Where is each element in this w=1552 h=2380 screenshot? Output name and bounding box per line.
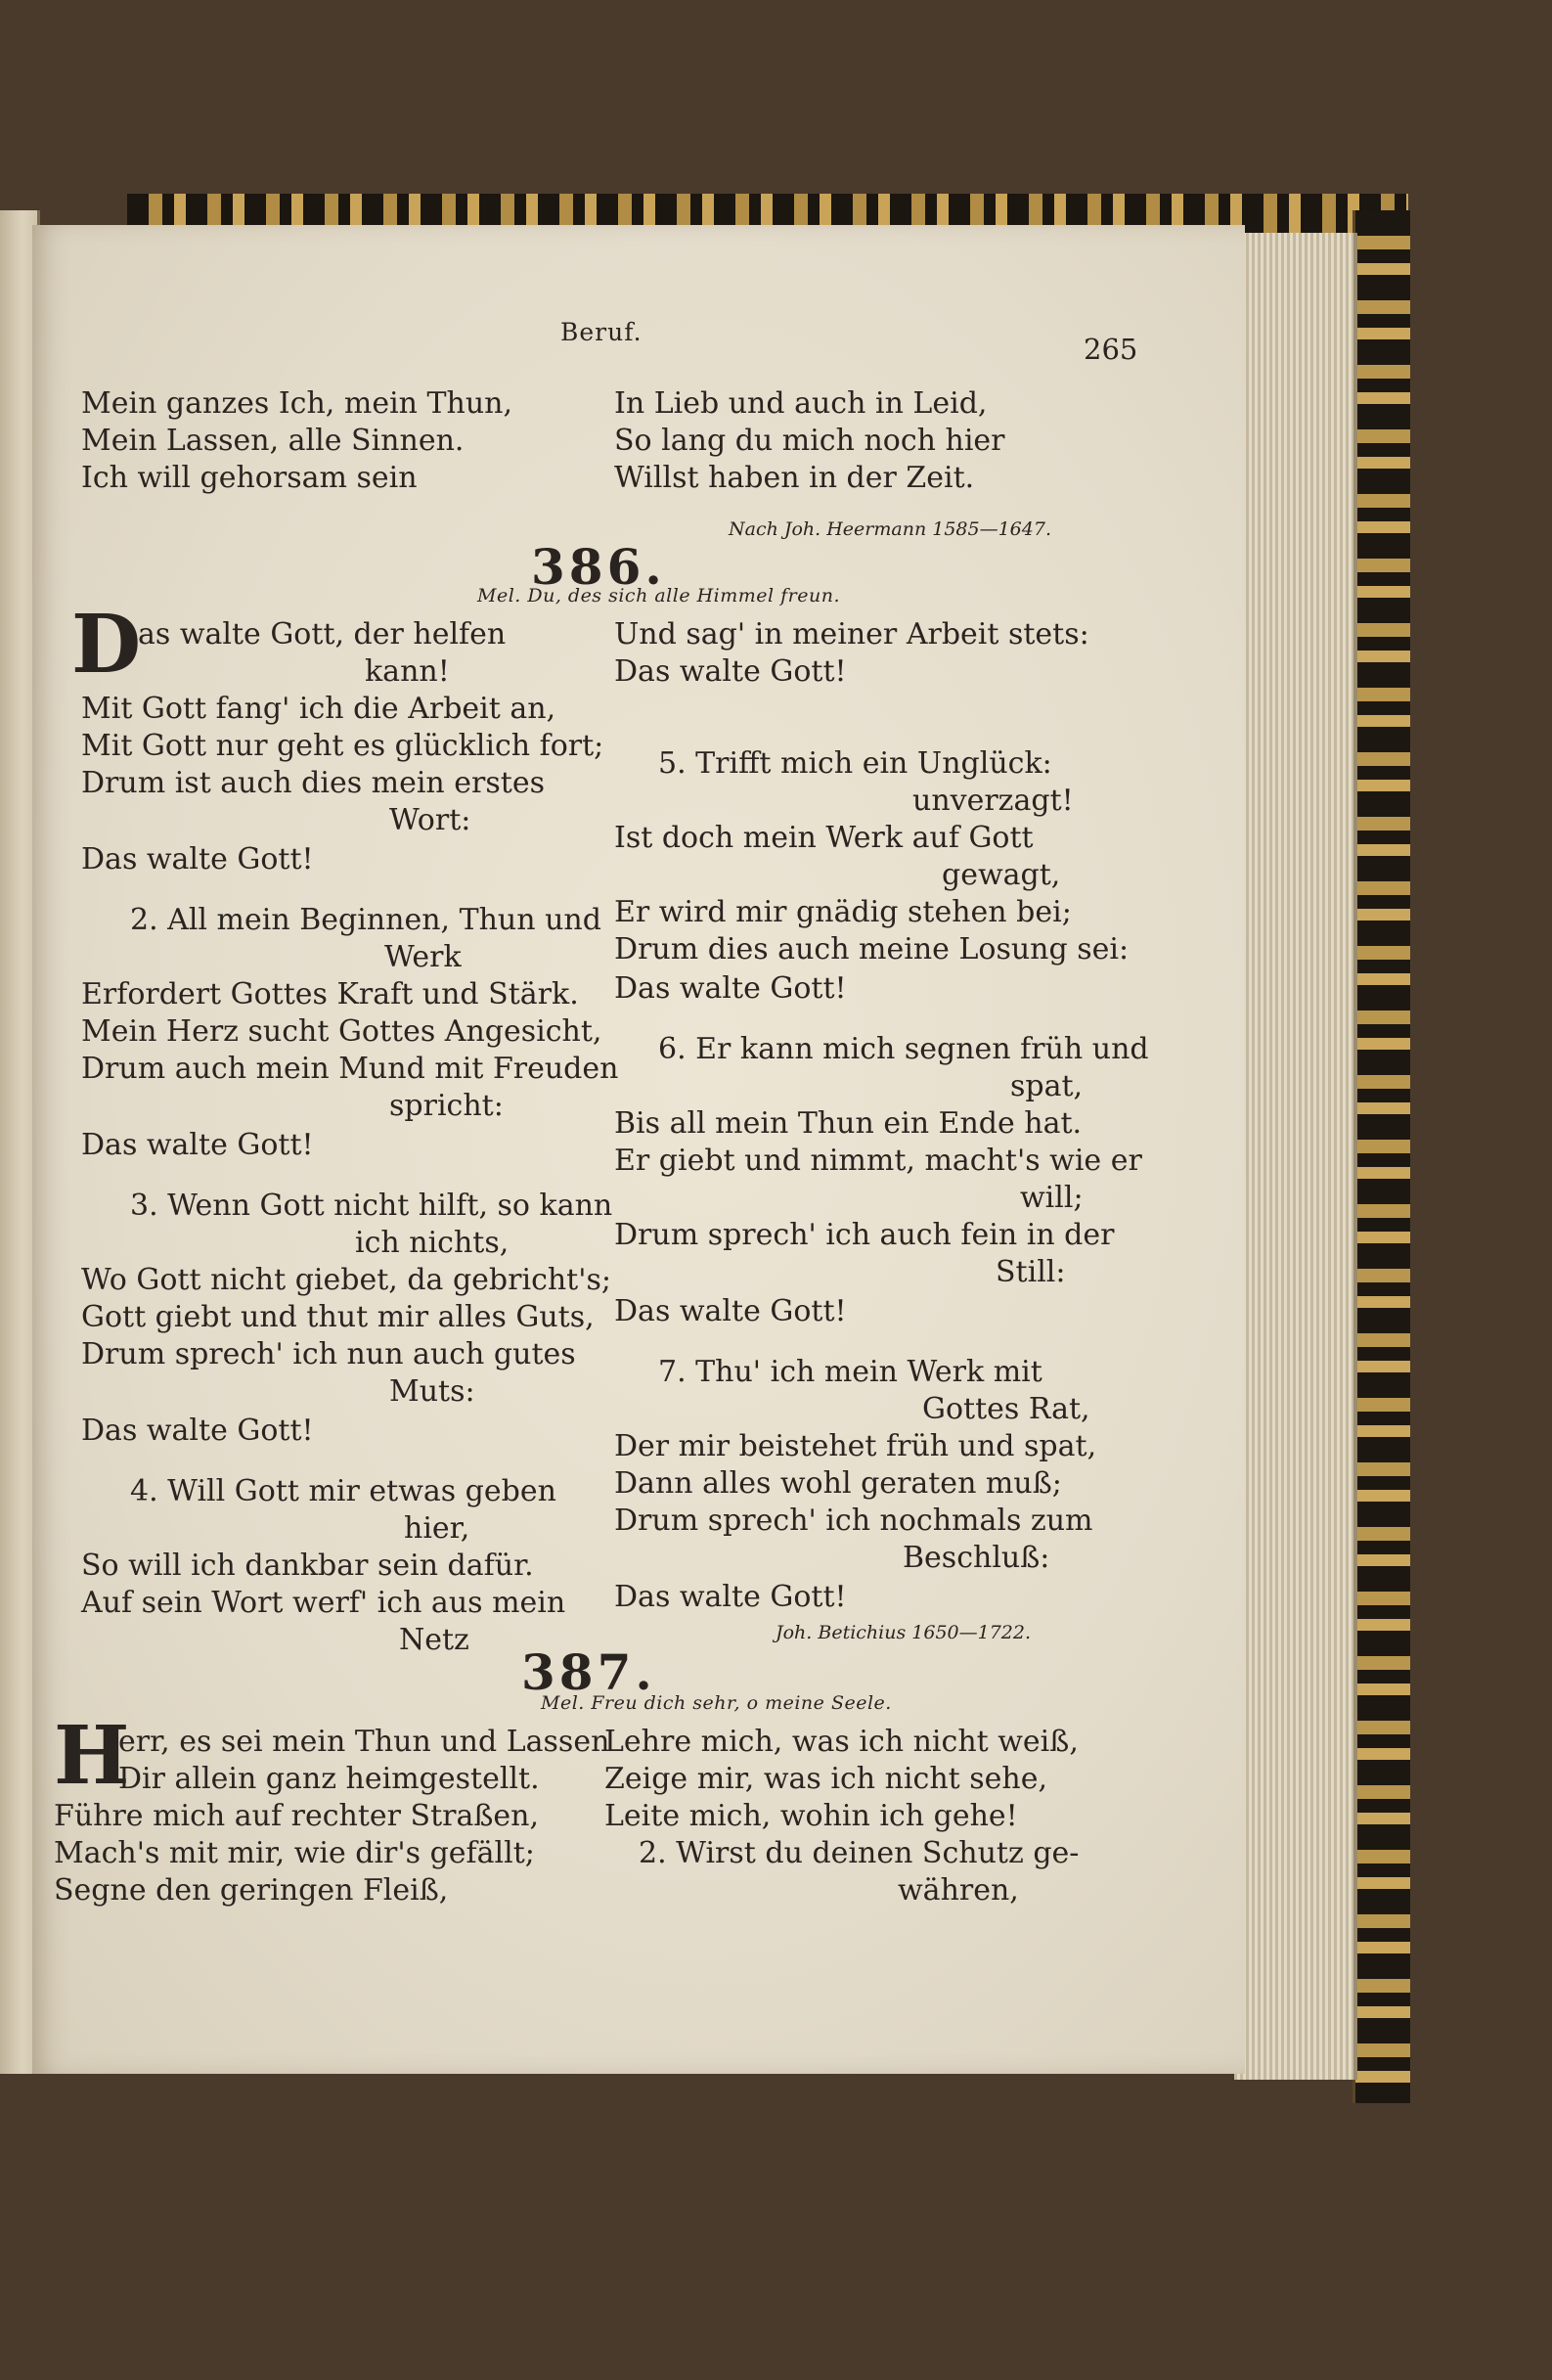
cover-right-border	[1352, 210, 1410, 2103]
hymn-386-left-line: Das walte Gott!	[81, 1414, 314, 1448]
hymn-386-right-line: unverzagt!	[912, 784, 1074, 818]
hymn-386-left-line: Drum sprech' ich nun auch gutes	[81, 1337, 576, 1371]
hymn-386-left-line: Das walte Gott!	[81, 1128, 314, 1162]
hymn-386-left-line: Mit Gott nur geht es glücklich fort;	[81, 729, 604, 763]
running-head: Beruf.	[560, 318, 643, 346]
hymn-386-right-line: Er giebt und nimmt, macht's wie er	[614, 1144, 1142, 1178]
prev-left-line: Ich will gehorsam sein	[81, 461, 418, 495]
hymn-386-right-line: 7. Thu' ich mein Werk mit	[658, 1355, 1042, 1389]
hymn-386-left-line: Werk	[384, 940, 462, 974]
hymn-386-left-line: Erfordert Gottes Kraft und Stärk.	[81, 977, 579, 1011]
page-block-edges	[1234, 233, 1357, 2080]
hymn-386-left-line: spricht:	[389, 1089, 504, 1123]
hymn-386-left-line: as walte Gott, der helfen	[138, 617, 507, 651]
prev-right-line: So lang du mich noch hier	[614, 424, 1005, 458]
prev-left-line: Mein ganzes Ich, mein Thun,	[81, 386, 513, 421]
hymn-386-right-line: 5. Trifft mich ein Unglück:	[658, 746, 1052, 781]
hymn-386-left-line: 3. Wenn Gott nicht hilft, so kann	[130, 1189, 613, 1223]
prev-right-line: Willst haben in der Zeit.	[614, 461, 975, 495]
hymn-386-right-line: Und sag' in meiner Arbeit stets:	[614, 617, 1089, 651]
hymn-386-left-line: So will ich dankbar sein dafür.	[81, 1549, 534, 1583]
hymn-386-right-line: spat,	[1010, 1069, 1084, 1103]
hymn-386-left-line: 4. Will Gott mir etwas geben	[130, 1474, 556, 1508]
hymn-386-left-line: Mit Gott fang' ich die Arbeit an,	[81, 692, 556, 726]
hymn-386-right-line: Ist doch mein Werk auf Gott	[614, 821, 1034, 855]
hymn-386-left-line: Gott giebt und thut mir alles Guts,	[81, 1300, 595, 1334]
prev-hymn-author: Nach Joh. Heermann 1585—1647.	[729, 518, 1051, 540]
hymn-386-right-line: Der mir beistehet früh und spat,	[614, 1429, 1097, 1463]
hymn-number-386: 386.	[531, 538, 666, 596]
hymn-number-387: 387.	[521, 1643, 656, 1701]
hymn-386-right-line: Dann alles wohl geraten muß;	[614, 1466, 1062, 1501]
hymn-387-melody: Mel. Freu dich sehr, o meine Seele.	[541, 1692, 892, 1714]
hymn-386-right-line: 6. Er kann mich segnen früh und	[658, 1032, 1149, 1066]
hymn-386-right-line: Das walte Gott!	[614, 1580, 847, 1614]
hymn-387-left-line: err, es sei mein Thun und Lassen	[118, 1725, 610, 1759]
hymn-386-left-line: hier,	[404, 1511, 470, 1546]
hymn-386-left-line: 2. All mein Beginnen, Thun und	[130, 903, 601, 937]
prev-right-line: In Lieb und auch in Leid,	[614, 386, 988, 421]
hymn-386-right-line: Beschluß:	[903, 1541, 1050, 1575]
hymn-387-right-line: Zeige mir, was ich nicht sehe,	[604, 1762, 1047, 1796]
hymn-386-right-line: Still:	[996, 1255, 1066, 1289]
page-number: 265	[1084, 333, 1138, 366]
hymn-387-left-line: Mach's mit mir, wie dir's gefällt;	[54, 1836, 535, 1870]
hymn-386-left-line: Mein Herz sucht Gottes Angesicht,	[81, 1014, 602, 1049]
hymn-386-left-line: Drum ist auch dies mein erstes	[81, 766, 545, 800]
hymn-387-right-line: Leite mich, wohin ich gehe!	[604, 1799, 1018, 1833]
hymn-387-right-line: 2. Wirst du deinen Schutz ge-	[639, 1836, 1080, 1870]
hymn-386-left-line: Drum auch mein Mund mit Freuden	[81, 1052, 619, 1086]
hymn-386-right-line: Gottes Rat,	[922, 1392, 1090, 1426]
hymn-386-left-line: Auf sein Wort werf' ich aus mein	[81, 1586, 566, 1620]
hymn-386-left-line: Das walte Gott!	[81, 842, 314, 876]
hymn-386-right-line: Drum dies auch meine Losung sei:	[614, 932, 1130, 966]
hymn-387-dropcap: H	[54, 1709, 130, 1803]
prev-left-line: Mein Lassen, alle Sinnen.	[81, 424, 465, 458]
hymn-386-left-line: kann!	[365, 654, 450, 689]
hymn-386-left-line: Netz	[399, 1623, 469, 1657]
hymn-387-left-line: Segne den geringen Fleiß,	[54, 1873, 449, 1908]
book-page	[32, 225, 1245, 2074]
hymn-387-left-line: Führe mich auf rechter Straßen,	[54, 1799, 540, 1833]
hymn-386-left-line: Wort:	[389, 803, 471, 837]
hymn-386-right-line: Das walte Gott!	[614, 971, 847, 1006]
hymn-386-right-line: Er wird mir gnädig stehen bei;	[614, 895, 1072, 929]
hymn-386-right-line: Drum sprech' ich nochmals zum	[614, 1504, 1093, 1538]
hymn-386-author: Joh. Betichius 1650—1722.	[776, 1622, 1032, 1643]
hymn-386-left-line: Wo Gott nicht giebet, da gebricht's;	[81, 1263, 611, 1297]
hymn-387-left-line: Dir allein ganz heimgestellt.	[118, 1762, 540, 1796]
hymn-386-left-line: ich nichts,	[355, 1226, 510, 1260]
hymn-386-right-line: Bis all mein Thun ein Ende hat.	[614, 1106, 1083, 1141]
hymn-387-right-line: Lehre mich, was ich nicht weiß,	[604, 1725, 1079, 1759]
hymn-386-right-line: will;	[1020, 1181, 1084, 1215]
hymn-386-right-line: Das walte Gott!	[614, 1294, 847, 1328]
hymn-386-right-line: gewagt,	[942, 858, 1061, 892]
hymn-386-right-line: Das walte Gott!	[614, 654, 847, 689]
hymn-386-right-line: Drum sprech' ich auch fein in der	[614, 1218, 1115, 1252]
hymn-386-left-line: Muts:	[389, 1374, 475, 1409]
hymn-387-right-line: währen,	[898, 1873, 1019, 1908]
hymn-386-melody: Mel. Du, des sich alle Himmel freun.	[477, 585, 841, 606]
hymn-386-dropcap: D	[71, 598, 142, 692]
